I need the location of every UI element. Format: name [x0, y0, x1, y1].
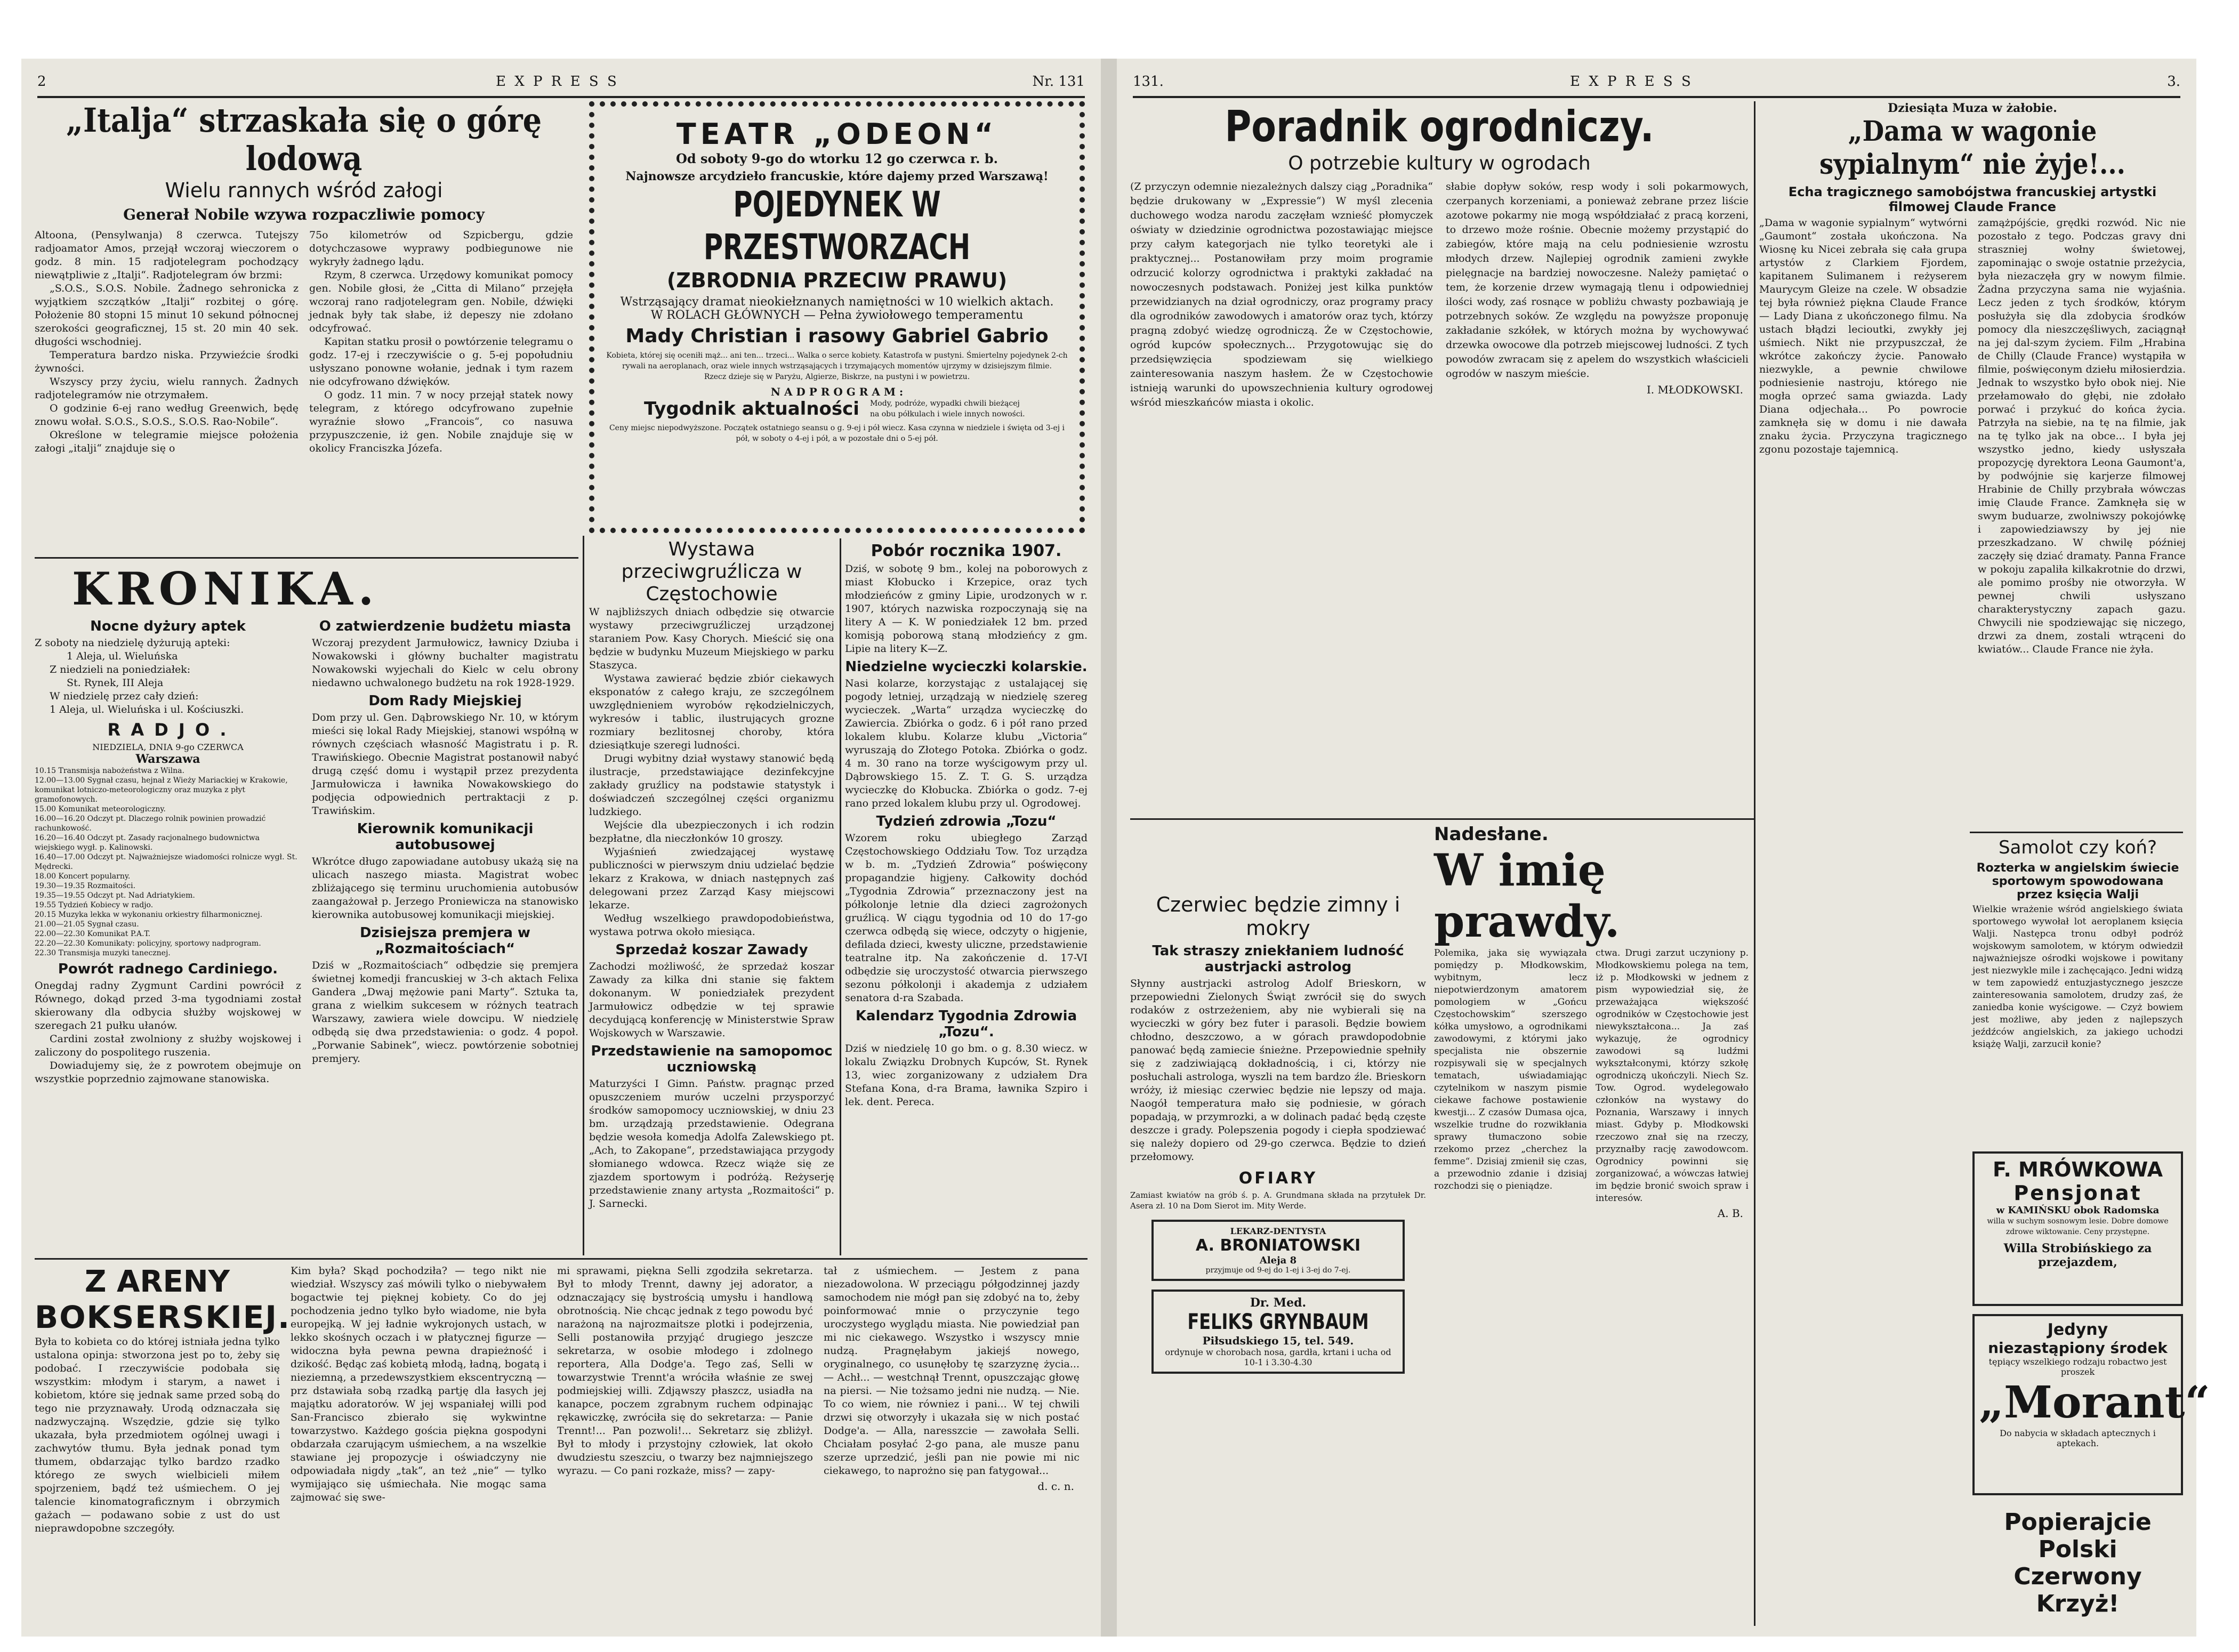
odeon-theatre-ad	[589, 101, 1085, 533]
appeal-line-2: Czerwony Krzyż!	[2014, 1563, 2142, 1617]
radjo-item: 16.00—16.20 Odczyt pt. Dlaczego rolnik powinien prowadzić rachunkowość.	[35, 815, 266, 833]
article-headline: Poradnik ogrodniczy.	[1225, 102, 1654, 151]
paragraph: Kim była? Skąd pochodziła? — tego nikt nie wiedział. Wszyscy zaś mówili tylko o niebywałem bogactwie tej pięknej kobiety. Co do jej pochodzenia jedno tylko było wiadome, nie była europejką. W jej ładnie wykrojonych ustach, w lekko skośnych oczach i w płatycznej figurze — widoczna była pewna pewna drapieżność i dzikość. Będąc zaś kobietą młodą, ładną, bogatą i nieziemną, a przedewszystkiem ekscentryczną — prz dstawiała sobą rzadką partję dla łasych jej majątku adoratorów. W jej wspaniałej willi pod San-Francisco zbierało się wykwintne towarzystwo. Każdego gościa piękna gospodyni obdarzała czarującym uśmiechem, a na wszelkie stawiane jej propozycje i oświadczyny nie odpowiadała nigdy „tak“, an też „nie“ — tylko wymijająco się uśmiechała. Nie mogąc sama zajmować się swe-	[291, 1265, 546, 1503]
divider	[1754, 101, 1755, 1626]
radjo-item: 18.00 Koncert popularny.	[35, 872, 131, 881]
ad-brand: „Morant“	[1979, 1377, 2210, 1428]
ad-name: A. BRONIATOWSKI	[1195, 1236, 1361, 1255]
paragraph: Nasi kolarze, korzystając z ustalającej się pogody letniej, urządzają w niedzielę szereg wycieczek. „Warta“ urządza wycieczkę do Zawiercia. Zbiórka o godz. 6 i pół rano przed lokalem klubu. Kolarze klubu „Victoria“ wyruszają do Złotego Potoka. Zbiórka o godz. 4 m. 30 rano na torze wyścigowym przy ul. Dąbrowskiego 15. Z. T. G. S. urządza wycieczkę do Kłobucka. Zbiórka o godz. 7-ej rano przed lokalem klubu przy ul. Ogrodowej.	[845, 678, 1088, 809]
ad-type: Pensjonat	[2014, 1181, 2142, 1205]
paragraph: Wkrótce długo zapowiadane autobusy ukażą się na ulicach naszego miasta. Magistrat wobec zbliżającego się terminu uruchomienia autobusów zaangażował p. Jerzego Proniewicza na stanowisko kierownika autobusowej komunikacji miejskiej.	[312, 856, 578, 921]
ad-label: LEKARZ-DENTYSTA	[1230, 1226, 1326, 1236]
paragraph: Słynny austrjacki astrolog Adolf Brieskorn, w przepowiedni Zielonych Świąt zwrócił się do swych rodaków z ostrzeżeniem, aby nie wybierali się na wycieczki w góry bez futer i parasoli. Będzie bowiem chłodno, deszczowo, a w górach prawdopodobnie panować będą zamiecie śnieżne. Przepowiednie spełniły się z zadziwiającą dokładnością, i ci, którzy nie posłuchali astrologa, wyszli na tem bardzo źle. Brieskorn wróży, iż miesiąc czerwiec będzie nie lepszy od maja. Naogół temperatura mało się podniesie, w górach popadają, w przymrozki, a w dolinach padać będą częste deszcze i grady. Polepszenia pogody i ciepła spodziewać się należy dopiero od 29-go czerwca. Będzie to dzień przełomowy.	[1130, 978, 1426, 1163]
paragraph: Wejście dla ubezpieczonych i ich rodzin bezpłatne, dla nieczłonków 10 groszy.	[589, 819, 834, 844]
wycieczki-heading: Niedzielne wycieczki kolarskie.	[845, 659, 1088, 675]
paragraph: tał z uśmiechem. — Jestem z pana niezadowolona. W przeciągu półgodzinnej jazdy samochodem nie mógł pan się zdobyć na to, żeby poinformować mnie o przyczynie tego uroczystego wyglądu miasta. Nie powiedział pan mi nic ciekawego. Wszystko i wszyscy mnie nudzą. Pragnęłabym jakiejś nowego, oryginalnego, co usunęłoby tę szarzyznę życia... — Achł... — westchnął Trennt, opuszczając głowę na piersi. — Nie tożsamo jedni nie nudzą. — Nie. To co wiem, nie równiez i pani... W tej chwili drzwi się otworzyły i ukazała się w nich postać Dodge'a. — Alla, naresszcie — zawołała Selli. Chciałam posyłać 2-go pana, ale musze panu szerze uprzedzić, jeśli pan nie powie mi nic ciekawego, to naprożno się pan fatygował...	[824, 1265, 1080, 1477]
paragraph: O godz. 11 min. 7 w nocy przejął statek nowy telegram, z którego odcyfrowano zupełnie wyraźnie słowo „Francois“, co nasuwa przypuszczenie, iż gen. Nobile znajduje się w okolicy Franciszka Józefa.	[309, 389, 573, 454]
article-headline: W imię prawdy.	[1434, 845, 1620, 947]
kronika-col-1	[35, 615, 301, 1086]
czerwiec-heading: Czerwiec będzie zimny i mokry	[1156, 893, 1400, 940]
samolot-heading: Samolot czy koń?	[1998, 837, 2157, 858]
radjo-item: 22.20—22.30 Komunikaty: policyjny, sportowy nadprogram.	[35, 939, 261, 948]
paragraph: Onegdaj radny Zygmunt Cardini powrócił z Równego, dokąd przed 3-ma tygodniami został skierowany dla odbycia służby wojskowej w szeregach 21 pułku ułanów.	[35, 980, 301, 1032]
premjera-heading: Dzisiejsza premjera w „Rozmaitościach“	[360, 925, 530, 957]
paragraph: W niedzielę przez cały dzień:	[50, 690, 199, 702]
ad-line: niezastąpiony środek	[1988, 1339, 2168, 1357]
film-subtitle: (ZBRODNIA PRZECIW PRAWU)	[666, 269, 1008, 292]
ad-location: w KAMIŃSKU obok Radomska	[1996, 1205, 2160, 1216]
koszary-heading: Sprzedaż koszar Zawady	[615, 942, 808, 958]
paragraph: W najbliższych dniach odbędzie się otwarcie wystawy przeciwgruźliczej urządzonej staraniem Pow. Kasy Chorych. Mieścić się ona będzie w budynku Muzeum Miejskiego w parku Staszyca.	[589, 606, 834, 671]
divider	[35, 1258, 1088, 1260]
areny-col-2	[291, 1264, 546, 1606]
kronika-section	[35, 562, 578, 1255]
author-signature: A. B.	[1717, 1207, 1743, 1220]
story-title-2: BOKSERSKIEJ.	[35, 1299, 291, 1335]
issue-number: 131.	[1133, 74, 1164, 90]
paragraph: Wzorem roku ubiegłego Zarząd Częstochowskiego Oddziału Tow. Toz urządza w b. m. „Tydzień Zdrowia“ poświęcony propagandzie higjeny. Całkowity dochód „Tygodnia Zdrowia“ przeznaczony jest na półkolonje letnie dla dzieci zagrożonych gruźlicą. W ciągu tygodnia od 10 do 17-go czerwca odbędą się wiece, odczyty o higjenie, defilada dzieci, kwesty uliczne, przedstawienie teatralne itp. Na zakończenie d. 17-VI odbędzie się uroczystość otwarcia pierwszego sezonu półkolonji i akademja z udziałem senatora d-ra Szabada.	[845, 832, 1088, 1004]
doctor-ad	[1151, 1290, 1405, 1374]
paragraph: Wystawa zawierać będzie zbiór ciekawych eksponatów z całego kraju, ze szczególnem uwzględnieniem wyrobów rękodzielniczych, wykresów i tablic, ilustrujących grozne rozmiary bezlitosnej choroby, która dziesiątkuje szeregi ludności.	[589, 673, 834, 751]
article-subtitle: O potrzebie kultury w ogrodach	[1288, 152, 1591, 174]
continued-note: d. c. n.	[1037, 1480, 1074, 1493]
samolot-article	[1972, 837, 2183, 1146]
radjo-program	[35, 766, 301, 958]
italia-col-1	[35, 229, 299, 455]
article-headline: „Dama w wagonie sypialnym“ nie żyje!...	[1819, 115, 2125, 181]
dom-heading: Dom Rady Miejskiej	[368, 693, 522, 709]
newspaper-name: E X P R E S S	[496, 74, 619, 90]
article-subheading: Echa tragicznego samobójstwa francuskiej artystki filmowej Claude France	[1788, 184, 2157, 214]
page-header	[1133, 69, 2180, 98]
ad-line: tępiący wszelkiego rodzaju robactwo jest proszek	[1988, 1357, 2167, 1377]
italia-article	[35, 101, 573, 554]
paragraph: Dziś, w sobotę 9 bm., kolej na poborowych z miast Kłobucko i Krzepice, oraz tych młodzieńców z gminy Lipie, urodzonych w r. 1907, których nazwiska rozpoczynają się na litery A — K. W poniedziałek 12 bm. przed komisją poborową staną młodzieńcy z gm. Lipie na litery K—Z.	[845, 563, 1088, 655]
program-label: N A D P R O G R A M :	[770, 385, 904, 398]
radjo-item: 15.00 Komunikat meteorologiczny.	[35, 805, 166, 813]
nadeslane-label: Nadesłane.	[1434, 824, 1549, 845]
paragraph: Zachodzi możliwość, że sprzedaż koszar Zawady za kilka dni stanie się faktem dokonanym. W poniedziałek prezydent Jarmułowicz odbędzie w tej sprawie decydującą konferencję w Ministerstwie Spraw Wojskowych w Warszawie.	[589, 961, 834, 1039]
film-locations: Rzecz dzieje się w Paryżu, Algierze, Biskrze, na pustyni i w powietrzu.	[704, 373, 970, 381]
tydzien-heading: Tydzień zdrowia „Tozu“	[876, 813, 1057, 829]
paragraph: 1 Aleja, ul. Wieluńska i ul. Kościuszki.	[50, 704, 244, 715]
paragraph: Według wszelkiego prawdopodobieństwa, wystawa potrwa około miesiąca.	[589, 913, 834, 938]
radjo-item: 22.00—22.30 Komunikat P.A.T.	[35, 930, 151, 938]
paragraph: O godzinie 6-ej rano według Greenwich, będę znowu wołał. S.O.S., S.O.S., S.O.S. Rao-Nobile“.	[35, 402, 299, 428]
author-signature: I. MŁODKOWSKI.	[1646, 383, 1743, 396]
article-subtitle: Wielu rannych wśród załogi	[165, 179, 443, 202]
ad-address: Piłsudskiego 15, tel. 549.	[1202, 1334, 1354, 1347]
film-stars: Mady Christian i rasowy Gabriel Gabrio	[625, 325, 1049, 347]
dentist-ad	[1151, 1220, 1405, 1281]
radjo-item: 19.55 Tydzień Kobiecy w radjo.	[35, 901, 154, 909]
ad-willa: Willa Strobińskiego za przejazdem,	[2003, 1242, 2152, 1269]
paragraph: Polemika, jaka się wywiązała pomiędzy p. Młodkowskim, wybitnym, lecz niepotwierdzonym amatorem pomologiem w „Gońcu Częstochowskim“ szerszego kółka umysłowo, a ogrodnikami zawodowymi, z którymi jako specjalista nie obszernie rozpisywali się w specjalnych tematach, uświadamiając czytelnikom w naszym pismie ciekawe fachowe postawienie kwestji... Z czasów Dumasa ojca, wszelkie trudne do rozwikłania sprawy tłumaczono sobie rzekomo przez „cherchez la femme“. Dzisiaj zmienił się czas, a przewodnio zdanie i dzisiaj rozchodzi się o pieniądze.	[1434, 948, 1587, 1191]
ad-hours: ordynuje w chorobach nosa, gardła, krtani i ucha od 10-1 i 3.30-4.30	[1165, 1347, 1391, 1367]
kierownik-heading: Kierownik komunikacji autobusowej	[357, 821, 534, 853]
nadeslane-article	[1434, 824, 1749, 1623]
page-number: 3.	[2167, 74, 2180, 90]
divider	[1130, 818, 1754, 820]
radjo-item: 19.35—19.55 Odczyt pt. Nad Adriatykiem.	[35, 891, 195, 900]
paragraph: Altoona, (Pensylwanja) 8 czerwca. Tutejszy radjoamator Amos, przejął wczoraj wieczorem o godz. 8 min. 15 radjotelegram pochodzący niewątpliwie z „Italji“. Radjotelegram ów brzmi:	[35, 229, 299, 281]
film-desc: Wstrząsający dramat nieokiełznanych namiętności w 10 wielkich aktach.	[620, 295, 1054, 309]
dama-article	[1759, 101, 2186, 826]
paragraph: słabie dopływ soków, resp wody i soli pokarmowych, czerpanych korzeniami, a ponieważ zebrane przez liście azotowe pokarmy nie mogą współdziałać z pracą korzeni, to drzewo może rośnie. Obecnie możemy przystąpić do zabiegów, które mają na celu podniesienie wzrostu młodych drzew. Najlepiej ogrodnik zamieni zwykłe pielęgnacje na bardziej nowoczesne. Należy pamiętać o tem, że korzenie drzew wymagają tlenu i odpowiedniej ilości wody, zaś rosnące w pobliżu chwasty pozbawiają je potrzebnych soków. Ze względu na powyższe proponuję zakładanie szkółek, w których można by wychowywać drzewka owocowe dla potrzeb miejscowej ludności. Z tych powodów zwracam się z apelem do wszystkich właścicieli ogrodów w naszym mieście.	[1446, 181, 1749, 380]
newsreel-title: Tygodnik aktualności	[644, 398, 859, 420]
budzet-heading: O zatwierdzenie budżetu miasta	[319, 618, 571, 634]
pensjonat-ad	[1972, 1151, 2183, 1306]
paragraph: ctwa. Drugi zarzut uczyniony p. Młodkowskiemu polega na tem, iż p. Młodkowski w jednem z pism wypowiedział się, że przeważająca większość ogrodników w Częstochowie jest niewykształcona... Ja zaś wykazuję, że ogrodnicy zawodowi są ludźmi wykształconymi, którzy szkołę ogrodniczą ukończyli. Niech Sz. Tow. Ogrod. wydelegowało członków na wystawy do Poznania, Warszawy i innych miast. Gdyby p. Młodkowski rzeczowo znał się na rzeczy, przyznałby rację zawodowcom. Ogrodnicy powinni się zorganizować, a wówczas łatwiej im będzie bronić swoich spraw i interesów.	[1596, 948, 1749, 1204]
poradnik-col-2	[1446, 180, 1749, 410]
article-headline: „Italja“ strzaskała się o górę lodową	[66, 101, 542, 178]
nadeslane-col-2	[1596, 947, 1749, 1222]
powrot-heading: Powrót radnego Cardiniego.	[58, 961, 278, 977]
paragraph: 1 Aleja, ul. Wieluńska	[67, 650, 178, 662]
page-header	[37, 69, 1085, 98]
pobor-column	[845, 538, 1088, 1253]
ticket-prices: Ceny miejsc niepodwyższone. Początek ostatniego seansu o g. 9-ej i pół wiecz. Kasa czynna w niedziele i święta od 3-ej i pół, w soboty o 4-ej i pół, a w pozostałe dni o 5-ej pół.	[609, 424, 1065, 443]
wystawa-heading: Wystawa przeciwgruźlicza w Częstochowie	[621, 538, 802, 605]
paragraph: (Z przyczyn odemnie niezależnych dalszy ciąg „Poradnika“ będzie drukowany w „Expressie“) W myśl zlecenia duchowego wodza narodu zaczęłam wznieść płomyczek oświaty w dziedzinie ogrodnictwa pozostawiając miejsce przy całym kategorjach nie tylko teoretyki ale i praktycznej... Postanowiłam przy moim programie odrzucić kolorzy ogrodnictwa i praktyki zakładać na nowoczesnych podstawach. Poniżej jest kilka punktów przewidzianych na dział ogrodniczy, oraz programy pracy dla ogrodników zawodowych i amatorów oraz tych, którzy pragną zdobyć wiedzę ogrodniczą. Że w Częstochowie, ogród kupców społecznych... Przygotowując się do przedsięwzięcia spodziewam się wielkiego zainteresowania naszym hasłem. Że w Częstochowie istnieją warunki do upowszechnienia kultury ogrodowej wśród mieszkańców miasta i okolic.	[1130, 181, 1433, 408]
right-page	[1117, 59, 2210, 1637]
left-page	[21, 59, 1101, 1637]
ad-hours: przyjmuje od 9-ej do 1-ej i 3-ej do 7-ej.	[1205, 1266, 1351, 1275]
italia-col-2	[309, 229, 573, 455]
nadeslane-col-1	[1434, 947, 1587, 1222]
radjo-item: 20.15 Muzyka lekka w wykonaniu orkiestry filharmonicznej.	[35, 910, 263, 919]
dama-col-1	[1759, 216, 1967, 656]
red-cross-appeal	[1972, 1509, 2183, 1615]
areny-story	[35, 1264, 1088, 1606]
ad-dates: Od soboty 9-go do wtorku 12 go czerwca r. b.	[675, 151, 998, 166]
newspaper-name: E X P R E S S	[1570, 74, 1693, 90]
kalendarz-heading: Kalendarz Tygodnia Zdrowia „Tozu“.	[855, 1008, 1077, 1040]
paragraph: Wszyscy przy życiu, wielu rannych. Żadnych radjotelegramów nie otrzymałem.	[35, 376, 299, 401]
divider	[840, 538, 841, 1255]
paragraph: Temperatura bardzo niska. Przywieźcie środki żywności.	[35, 349, 299, 374]
kronika-col-2	[312, 615, 578, 1086]
czerwiec-column	[1130, 824, 1426, 1623]
paragraph: Była to kobieta co do której istniała jedna tylko ustalona opinja: stworzona jest po to, żeby się podobać. I rzeczywiście podobała się wszystkim: młodym i starym, a nawet i kobietom, które się jednak same przed sobą do tego nie przyznawały. Urodą odznaczała się nadzwyczajną. Wszędzie, gdzie się tylko ukazała, była przedmiotem ogólnej uwagi i zachwytów tłumu. Była jednak ponad tym tłumem, obdarzając tylko bardzo rzadko którego ze swych wielbicieli miłem spojrzeniem, bądź też uśmiechem. O jej talencie kinomatograficznym i obrzymich gażach — podawano sobie z ust do ust nieprawdopobne szczegóły.	[35, 1336, 280, 1534]
paragraph: Rzym, 8 czerwca. Urzędowy komunikat pomocy gen. Nobile głosi, że „Citta di Milano“ przejęła wczoraj rano radjotelegram gen. Nobile, dźwięki jednak były tak słabe, iż depeszy nie zdołano odcyfrować.	[309, 269, 573, 334]
ad-name: FELIKS GRYNBAUM	[1187, 1310, 1369, 1334]
paragraph: Dom przy ul. Gen. Dąbrowskiego Nr. 10, w którym mieści się lokal Rady Miejskiej, stanowi współną w równych częściach własność Magistratu i p. R. Trawińskiego. Obecnie Magistrat postanowił nabyć drugą część domu i wystąpił przez prezydenta Jarmułowicza i ławnika Nowakowskiego do podjęcia odpowiednich pertraktacji z p. Trawińskim.	[312, 712, 578, 817]
story-title-1: Z ARENY	[84, 1264, 230, 1299]
apteki-heading: Nocne dyżury aptek	[90, 618, 246, 634]
czerwiec-subheading: Tak straszy zniekłaniem ludność austrjacki astrolog	[1152, 943, 1404, 975]
paragraph: Kapitan statku prosił o powtórzenie telegramu o godz. 17-ej i rzeczywiście o g. 5-ej popołudniu usłyszano ponowne wołanie, jednak i tym razem nie odcyfrowano dźwięków.	[309, 336, 573, 388]
divider	[35, 557, 578, 559]
samopomoc-heading: Przedstawienie na samopomoc uczniowską	[591, 1043, 833, 1075]
page-gutter	[1101, 59, 1117, 1637]
areny-col-4	[824, 1264, 1080, 1606]
section-title: KRONIKA.	[72, 562, 380, 615]
film-synopsis: Kobieta, której się oceniłi mąż... ani ten... trzeci... Walka o serce kobiety. Katastrofa w pustyni. Śmiertelny pojedynek 2-ch rywali na aeroplanach, oraz wiele innych wstrząsających i trzymających momentów ujrzymy w dzisiejszym filmie.	[606, 351, 1068, 370]
paragraph: Cardini został zwolniony z służby wojskowej i zaliczony do pospolitego ruszenia.	[35, 1033, 301, 1058]
paragraph: Z niedzieli na poniedziałek:	[50, 664, 191, 675]
paragraph: St. Rynek, III Aleja	[67, 677, 164, 689]
ad-description: willa w suchym sosnowym lesie. Dobre domowe zdrowe wiktowanie. Ceny przystępne.	[1987, 1217, 2169, 1236]
poradnik-col-1	[1130, 180, 1433, 410]
divider	[583, 536, 584, 1255]
radjo-item: 21.00—21.05 Sygnał czasu.	[35, 920, 139, 929]
ad-line: Najnowsze arcydzieło francuskie, które dajemy przed Warszawą!	[625, 170, 1049, 183]
paragraph: „Dama w wagonie sypialnym“ wytwórni „Gaumont“ została ukończona. Na Wiosnę ku Nicei zebrała się cała grupa artystów z Clarkiem Fjordem, kapitanem Sulimanem i reżyserem Maurycym Gleize na czele. W obsadzie tej była również piękna Claude France — Lady Diana z ukończonego filmu. Na ustach błądzi lecioutki, zwykły jej uśmiech. Nikt nie przypuszczał, że wkrótce zakończy życie. Panowało niezwykle, a pewnie chwilowe podniesienie nastroju, którego nie mogła oprzeć sama gwiazda. Lady Diana odjechała... Po powrocie zamknęła się w domu i nie dawała znaku życia. Przyczyna tragicznego zgonu pozostaje tajemnicą.	[1759, 217, 1967, 455]
areny-col-3	[557, 1264, 813, 1606]
appeal-line-1: Popierajcie Polski	[2004, 1509, 2152, 1563]
paragraph: Zamiast kwiatów na grób ś. p. A. Grundmana składa na przytułek Dr. Asera zł. 10 na Dom Sierot im. Mity Werde.	[1130, 1190, 1426, 1211]
paragraph: Wyjaśnień zwiedzającej wystawę publiczności w pierwszym dniu udzielać będzie lekarz z Krakowa, w dniach następnych zaś delegowani przez Zarząd Kasy miejscowi lekarze.	[589, 846, 834, 911]
ad-line: Jedyny	[2047, 1320, 2108, 1339]
paragraph: Maturzyści I Gimn. Państw. pragnąc przed opuszczeniem murów uczelni przysporzyć środków samopomocy uczniowskiej, w dniu 23 bm. urządzają przedstawienie. Odegrana będzie wesoła komedja Adolfa Zalewskiego pt. „Ach, to Zakopane“, przedstawiająca przygody słomianego wdowca. Rzecz wiąże się ze zjazdem sportowym i podróżą. Reżyserję przedstawienie znany artysta „Rozmaitości“ p. J. Sarnecki.	[589, 1078, 834, 1210]
issue-number: Nr. 131	[1032, 74, 1085, 90]
radjo-item: 12.00—13.00 Sygnał czasu, hejnał z Wieży Mariackiej w Krakowie, komunikat lotniczo-meteorologiczny oraz muzyka z płyt gramofonowych.	[35, 776, 288, 804]
paragraph: Wczoraj prezydent Jarmułowicz, ławnicy Dziuba i Nowakowski i główny buchalter magistratu Nowakowski wyjechali do Kielc w celu obrony niedawno uchwalonego budżetu na rok 1928-1929.	[312, 637, 578, 689]
wystawa-column	[589, 538, 834, 1253]
dama-col-2	[1978, 216, 2186, 656]
radjo-station: Warszawa	[135, 752, 200, 766]
newsreel-note: Mody, podróże, wypadki chwili bieżącej na obu półkulach i wiele innych nowości.	[869, 399, 1025, 418]
page-number: 2	[37, 74, 46, 90]
radjo-heading: R A D J O .	[107, 720, 229, 740]
paragraph: Z soboty na niedzielę dyżurują apteki:	[35, 637, 230, 649]
paragraph: Wielkie wrażenie wśród angielskiego świata sportowego wywołał lot aeroplanem księcia Walji. Następca tronu odbył podróż wojskowym samolotem, w którym odwiedził najważniejsze ośrodki wojskowe i powitany jest niezwykle mile i zachęcająco. Jedni widzą w tem zapowiedź entuzjastycznego jeszcze zainteresowania samolotem, drudzy zaś, że zaniedba konie wyścigowe. — Czyż bowiem jest możliwe, aby jeden z najlepszych jeźdźców angielskich, za jakiego uchodzi książę Walji, zarzucił konie?	[1972, 904, 2183, 1050]
paragraph: Dziś w „Rozmaitościach“ odbędzie się premjera świetnej komedji francuskiej w 3-ch aktach Felixa Gandera „Dwaj mężowie pani Marty“. Sztuka ta, grana z wielkim sukcesem w różnych teatrach Warszawy, zawiera wiele dowcipu. W niedzielę odbędą się dwa przedstawienia: o godz. 4 popoł. „Porwanie Sabinek“, wiecz. powtórzenie sobotniej premjery.	[312, 960, 578, 1065]
film-cast-intro: W ROLACH GŁÓWNYCH — Pełna żywiołowego temperamentu	[650, 309, 1024, 322]
paragraph: Określone w telegramie miejsce położenia załogi „italji“ znajduje się o	[35, 429, 299, 454]
ofiary-heading: OFIARY	[1238, 1169, 1318, 1188]
radjo-item: 10.15 Transmisja nabożeństwa z Wilna.	[35, 767, 184, 775]
radjo-item: 22.30 Transmisja muzyki tanecznej.	[35, 949, 171, 957]
ad-title: TEATR „ODEON“	[676, 117, 998, 151]
poradnik-article	[1130, 101, 1749, 816]
article-subtitle-2: Generał Nobile wzywa rozpaczliwie pomocy	[123, 206, 485, 223]
ad-name: F. MRÓWKOWA	[1993, 1158, 2163, 1181]
ad-line: Do nabycia w składach aptecznych i aptekach.	[2000, 1428, 2156, 1448]
ad-label: Dr. Med.	[1250, 1296, 1307, 1310]
paragraph: Dowiadujemy się, że z powrotem obejmuje on wszystkie poprzednio zajmowane stanowiska.	[35, 1060, 301, 1085]
paragraph: zamążpójście, grędki rozwód. Nic nie pozostało z tego. Podczas gravy dni straszniej wołny świetowej, zapominając o swoje ostatnie przeżycia, była niezaczęła gry w nowym filmie. Żadna przyczyna sama nie wyjaśnia. Lecz jeden z tych środków, którym posłużyła się dla zdobycia środków pomocy dla nieszczęśliwych, zaciągnął na jej dal-szym życiem. Film „Hrabina de Chilly (Claude France) wystąpiła w filmie, poświęconym dziełu miłosierdzia. Jednak to wszystko było obok niej. Nie przełamowało do głębi, nie zdołało porwać i przykuć do końca życia. Patrzyła na siebie, na tę na filmie, jak na tę tylko jak na obce... I była jej wszystko jedno, kiedy usłyszała propozycję dyrektora Leona Gaumont'a, by podwójnie się karjerze filmowej Hrabinie de Chilly przybrała wówczas imię Claude France. Zamknęła się w swym buduarze, zwolniwszy pokojówkę i zapowiedziawszy by jej nie przeszkadzano. W chwilę później zaczęły się dziać dramaty. Panna France w pokoju zapaliła kilkakrotnie do drzwi, ale pomimo prośby nie otworzyła. W pewnej chwili usłyszano charakterystyczny zapach gazu. Chwycili nie spodziewając się niczego, drzwi za dnem, zostali wtrąceni do kwiatów... Claude France nie żyła.	[1978, 217, 2186, 655]
divider	[1970, 832, 2183, 833]
morant-ad	[1972, 1314, 2210, 1495]
radjo-item: 16.40—17.00 Odczyt pt. Najważniejsze wiadomości rolnicze wygł. St. Mędrecki.	[35, 853, 297, 871]
radjo-item: 19.30—19.35 Rozmaitości.	[35, 882, 136, 890]
radjo-item: 16.20—16.40 Odczyt pt. Zasady racjonalnego budownictwa wiejskiego wygł. p. Kalinowski.	[35, 834, 260, 852]
ad-address: Aleja 8	[1259, 1255, 1297, 1266]
article-kicker: Dziesiąta Muza w żałobie.	[1888, 101, 2057, 115]
paragraph: „S.O.S., S.O.S. Nobile. Żadnego sehronicka z wyjątkiem szczątków „Italji“ rozbitej o górę. Położenie 80 stopni 15 minut 10 sekund północnej szerokości geograficznej, 15 st. 20 min 40 sek. długości wschodniej.	[35, 283, 299, 348]
radjo-date: NIEDZIELA, DNIA 9-go CZERWCA	[92, 742, 244, 752]
paragraph: Dziś w niedzielę 10 go bm. o g. 8.30 wiecz. w lokalu Związku Drobnych Kupców, St. Rynek 13, wiec zorganizowany z udziałem Dra Stefana Konа, d-ra Brama, ławnika Szpiro i lek. dent. Pereca.	[845, 1043, 1088, 1108]
pobor-heading: Pobór rocznika 1907.	[871, 542, 1062, 560]
paragraph: mi sprawami, piękna Selli zgodziła sekretarza. Był to młody Trennt, dawny jej adorator, a odznaczający się bystrością umysłu i handlową obrotnością. Nie chcąc jednak z tego powodu być narażoną na najrozmaitsze plotki i podejrzenia, Selli postanowiła przyjąć drugiego jeszcze sekretarza, w osobie młodego i zdolnego reportera, Alla Dodge'a. Tego zaś, Selli w towarzystwie Trennt'a wróciła właśnie ze swej podmiejskiej willi. Zdjąwszy płaszcz, usiadła na kanapce, poczem zgrabnym ruchem odpinając rękawiczkę, zwróciła się do sekretarza: — Panie Trennt!... Pan pozwoli!... Sekretarz się zbliżył. Był to młody i przystojny człowiek, lat około dwudziestu szeszciu, o twarzy bez najmniejszego wyrazu. — Co pani rozkaże, miss? — zapy-	[557, 1265, 813, 1477]
paragraph: Drugi wybitny dział wystawy stanowić będą ilustracje, przedstawiające dezinfekcyjne zakłady gruźlicy na podstawie statystyk i doświadczeń szczególnej części organizmu ludzkiego.	[589, 753, 834, 818]
film-title: POJEDYNEK W PRZESTWORZACH	[703, 184, 971, 268]
samolot-subheading: Rozterka w angielskim świecie sportowym spowodowana przez księcia Walji	[1976, 861, 2179, 901]
areny-col-1	[35, 1264, 291, 1606]
paragraph: 75o kilometrów od Szpicbergu, gdzie dotychczasowe wyprawy podbiegunowe nie wykryły żadnego lądu.	[309, 229, 573, 268]
